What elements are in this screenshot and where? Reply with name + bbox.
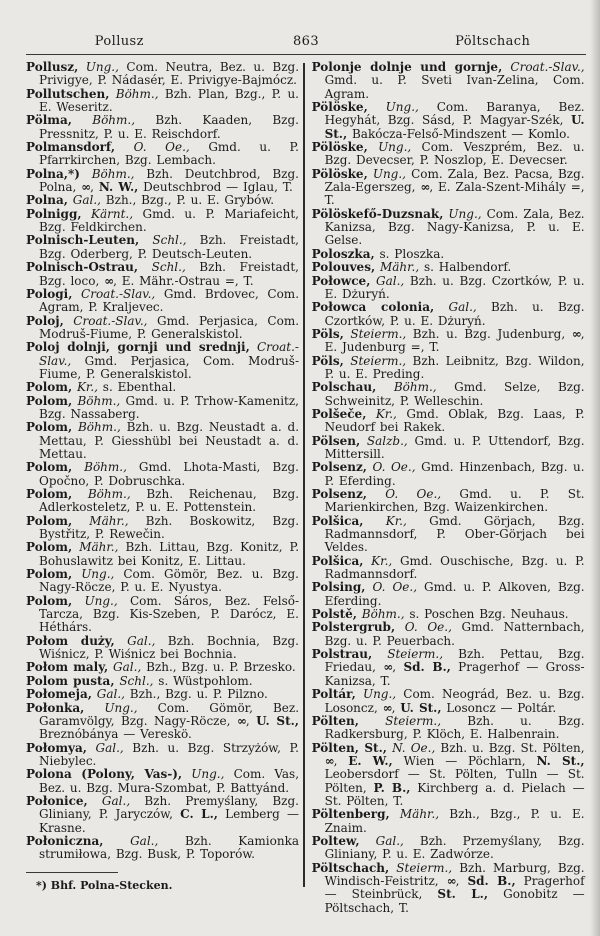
entry-text: Ung., [367,100,419,115]
entry-text: Bzh. Leibnitz, Bzg. Wildon, P. u. E. Preding. [324,353,585,381]
entry-text: Połowce, [311,273,371,288]
entry-text: Polom, [26,513,73,528]
entry-text: Ung., [443,206,482,221]
entry-text: Com. Veszprém, Bez. u. Bzg. Devecser, P. Noszlop, E. Devecser. [324,140,585,168]
gazetteer-entry [26,315,299,342]
entry-text: Ung., [367,140,412,155]
entry-text: Bzh. u. Bzg. Strzyżów, P. Niebylec. [39,740,299,768]
entry-text: Pragerhof — Gross-Kanizsa, T. [324,660,585,688]
entry-text: Poloj, [26,313,64,328]
gazetteer-entry [312,435,585,462]
entry-text: Gal., [103,833,159,848]
entry-text: Bzh. u. Bzg. Judenburg, [406,326,572,341]
gazetteer-entry [312,621,585,648]
entry-text: O. Oe., [366,460,416,475]
entry-text: Com. Vas, Bez. u. Bzg. Mura-Szombat, P. Battyánd. [39,767,300,795]
entry-text: Com. Neutra, Bez. u. Bzg. Privigye, P. Nádasér, E. Privigye-Bajmócz. [39,60,300,88]
entry-text: Polom, [26,420,73,435]
entry-text: Bzh. Kamionka strumiłowa, Bzg. Busk, P. Toporów. [39,833,300,862]
entry-text: Gal., [359,833,404,848]
gazetteer-entry [312,328,585,355]
entry-text: Kr., [363,553,393,568]
post-horn-icon: ∞ [446,873,456,888]
entry-text: Bzh. Littau, Bzg. Konitz, P. Bohuslawitz bei Konitz, E. Littau. [39,540,300,568]
gazetteer-entry [312,275,585,302]
entry-text: Com. Zala, Bez. Kanizsa, Bzg. Nagy-Kanizsa, P. u. E. Gelse. [324,206,585,248]
entry-text: Połomeja, [26,687,92,702]
entry-text: O. Oe., [115,140,190,155]
entry-text: Bzh., Bzg. u. P. Pilzno. [124,687,268,702]
entry-text: U. St., [324,113,585,141]
entry-text: Pölöske, [311,140,368,155]
entry-text: Losoncz — Poltár. [441,700,557,715]
entry-text: Polom, [26,380,73,395]
gazetteer-entry [26,341,299,381]
gazetteer-entry [312,808,585,835]
entry-text: Polnisch-Leuten, [26,233,140,248]
entry-text: Bzh. Plan, Bzg., P. u. E. Weseritz. [39,86,299,115]
post-horn-icon: ∞ [420,180,430,195]
entry-text: Böhm., [71,113,136,128]
entry-text: Gmd. Hinzenbach, Bzg. u. P. Eferding. [324,460,585,488]
entry-text: N. W., [98,180,139,195]
entry-text: , [455,873,468,888]
entry-text: Bzh. Freistadt, Bzg. Oderberg, P. Deutsch-Leuten. [39,233,299,261]
entry-text: Bzh. Freistadt, Bzg. loco, [39,260,299,288]
entry-text: E. W., [348,753,393,768]
entry-text: Bakócza-Felső-Mindszent — Komlo. [347,126,570,141]
gazetteer-entry [312,355,585,382]
entry-text: Pölma, [26,113,72,128]
entry-text: Kr., [363,513,407,528]
entry-text: Bzh. Bochnia, Bzg. Wiśnicz, P. Wiśnicz bei Bochnia. [39,633,300,662]
entry-text: Ung., [78,60,119,74]
gazetteer-entry [312,742,585,809]
entry-text: Com. Neográd, Bez. u. Bzg. Losoncz, [324,687,585,715]
gazetteer-entry [26,488,299,515]
right-column-entries [312,61,585,915]
entry-text: Bzh. Przemyślany, Bzg. Gliniany, P. u. E. Zadwórze. [324,833,585,862]
entry-text: Polom, [26,460,73,475]
gazetteer-entry [26,288,299,315]
entry-text: Polom, [26,393,73,408]
footnote-rule [26,872,118,873]
entry-text: Polšica, [311,513,364,528]
entry-text: Gmd. Selze, Bzg. Schweinitz, P. Welleschin. [324,380,585,408]
entry-text: Pölöske, [311,100,368,115]
gazetteer-entry [312,208,585,248]
entry-text: Połonice, [26,793,88,808]
entry-text: Polom pusta, [26,673,115,688]
entry-text: Gmd. Görjach, Bzg. Radmannsdorf, P. Ober-Görjach bei Veldes. [324,513,585,555]
entry-text: , E. Mähr.-Ostrau =, T. [113,273,254,288]
gazetteer-entry [26,675,299,688]
entry-text: St. L., [437,887,489,902]
gazetteer-entry [26,194,299,207]
entry-text: Ung., [182,767,225,782]
gazetteer-entry [312,461,585,488]
entry-text: Böhm., [72,393,121,408]
entry-text: Pragerhof — Steinbrück, [324,873,585,902]
gazetteer-entry [26,381,299,394]
entry-text: Schl., [138,260,186,275]
entry-text: Steierm., [343,326,407,341]
entry-text: O. Oe., [395,620,452,635]
entry-text: Pölten, St., [311,740,387,755]
entry-text: Pöls, [311,326,344,341]
entry-text: Ung., [72,593,118,608]
entry-text: Böhm., [356,607,405,622]
entry-text: s. Poschen Bzg. Neuhaus. [404,607,569,622]
entry-text: O. Oe., [365,580,418,595]
entry-text: Poltár, [311,687,356,702]
gazetteer-entry [312,648,585,688]
entry-text: Bzh. u. Bzg. Czortków, P. u. E. Dżuryń. [324,300,585,328]
gazetteer-entry [312,581,585,608]
gazetteer-entry [26,395,299,422]
gazetteer-entry [26,768,299,795]
gazetteer-entry [312,261,585,274]
entry-text: Polschau, [311,380,377,395]
entry-text: Polna, [26,193,68,208]
entry-text: Kärnt., [81,206,134,221]
entry-text: Steierm., [358,713,442,728]
entry-text: Schl., [139,233,187,248]
entry-text: Ung., [367,166,406,181]
gazetteer-entry [26,795,299,835]
entry-text: Pölöske, [311,166,368,181]
entry-text: Gal., [86,740,124,755]
gazetteer-entry [26,168,299,195]
gazetteer-entry [312,688,585,715]
entry-text: s. Wüstpohlom. [153,673,253,688]
gazetteer-entry [26,515,299,542]
gazetteer-entry [26,568,299,595]
gazetteer-entry [26,541,299,568]
entry-text: Bzh. Premyślany, Bzg. Gliniany, P. Jaryczów, [39,793,299,822]
entry-text: Gmd. u. P. St. Marienkirchen, Bzg. Waizenkirchen. [324,487,585,515]
entry-text: Breznóbánya — Vereskö. [39,727,192,742]
entry-text: Poloszka, [311,246,375,261]
entry-text: Polnisch-Ostrau, [26,260,139,275]
entry-text: , E. Judenburg =, T. [324,326,585,355]
post-horn-icon: ∞ [236,713,246,728]
gazetteer-entry [26,421,299,461]
entry-text: Com. Sáros, Bez. Felső-Tarcza, Bzg. Kis-Szeben, P. Darócz, E. Héthárs. [39,593,300,635]
entry-text: Ung., [72,567,115,582]
entry-text: s. Halbendorf. [419,260,512,275]
entry-text: Pologi, [26,286,73,301]
entry-text: Pölöskefő-Duzsnak, [311,206,444,221]
entry-text: Polona (Polony, Vas-), [26,767,183,782]
entry-text: Gmd. u. P. Trhow-Kamenitz, Bzg. Nassaberg. [39,393,299,421]
left-column [26,61,299,909]
gazetteer-entry [312,835,585,862]
entry-text: Leobersdorf — St. Pölten, Tulln — St. Pölten, [324,767,585,795]
entry-text: Bzh. u. Bzg. Radkersburg, P. Klöch, E. Halbenrain. [324,713,585,742]
entry-text: Böhm., [72,420,121,435]
entry-text: Gmd. Brdovec, Com. Agram, P. Kraljevec. [39,286,300,315]
gazetteer-entry [312,301,585,328]
entry-text: Steierm., [389,860,453,875]
entry-text: , [333,753,349,768]
entry-text: Böhm., [109,86,159,101]
entry-text: Gal., [370,273,405,288]
entry-text: Polšica, [311,553,364,568]
entry-text: Połowca colonia, [311,300,435,315]
gazetteer-entry [26,114,299,141]
entry-text: Croat.-Slav., [63,313,148,328]
entry-text: Böhm., [79,166,135,181]
entry-text: Gmd. Oblak, Bzg. Laas, P. Neudorf bei Rakek. [324,406,585,435]
entry-text: Bzh. Pettau, Bzg. Friedau, [324,647,585,675]
entry-text: Bzh., Bzg., P. u. E. Grybów. [100,193,275,208]
entry-text: Pölsen, [311,433,361,448]
entry-text: Bzh. Deutchbrod, Bzg. Polna, [39,166,299,195]
entry-text: Polstrau, [311,647,373,662]
gazetteer-entry [312,408,585,435]
entry-text: Polom, [26,567,73,582]
running-head [26,34,586,55]
entry-text: Polsing, [311,580,366,595]
column-divider-rule [303,63,305,887]
entry-text: Gmd. u. P. Sveti Ivan-Zelina, Com. Agram. [324,73,585,101]
header-keyword-right: Pöltschach [455,34,531,49]
entry-text: Gmd. Natternbach, Bzg. u. P. Peuerbach. [324,620,585,648]
entry-text: Gonobitz — Pöltschach, T. [324,887,585,915]
entry-text: , [90,180,99,195]
entry-text: Bzh. u. Bzg. Neustadt a. d. Mettau, P. Giesshübl bei Neustadt a. d. Mettau. [39,420,300,461]
gazetteer-entry [26,835,299,862]
entry-text: Polna,*) [26,166,80,181]
entry-text: Gal., [67,193,101,208]
gazetteer-entry [26,461,299,488]
entry-text: Böhm., [72,487,131,501]
header-keyword-left: Pollusz [94,34,144,49]
entry-text: Böhm., [72,460,127,475]
entry-text: , [391,700,401,715]
entry-text: O. Oe., [366,487,442,501]
entry-text: Polouves, [311,260,376,275]
gazetteer-entry [26,208,299,235]
entry-text: Gmd. Perjasica, Com. Modruš-Fiume, P. Generalskistol. [39,353,299,381]
entry-text: N. St., [536,753,585,768]
entry-text: Ung., [84,700,138,715]
entry-text: Bzh. Marburg, Bzg. Windisch-Feistritz, [324,860,585,888]
entry-text: Mähr., [72,540,119,555]
entry-text: Polsenz, [311,487,367,501]
entry-text: Gmd. Lhota-Masti, Bzg. Opočno, P. Dobruschka. [39,460,299,488]
entry-text: Polšeče, [311,406,367,421]
gazetteer-entry [312,101,585,141]
entry-text: Bzh. Reichenau, Bzg. Adlerkosteletz, P. u. E. Pottenstein. [39,487,300,515]
gazetteer-entry [312,515,585,555]
footnote-block [26,872,299,892]
post-horn-icon: ∞ [104,273,114,288]
entry-text: Bzh., Bzg. u. P. Brzesko. [141,660,296,675]
entry-text: Steierm., [343,353,407,368]
entry-text: Kr., [72,380,98,395]
entry-text: Połomya, [26,740,87,755]
entry-text: Polom, [26,593,73,608]
gazetteer-entry [26,88,299,115]
entry-text: Polnigg, [26,206,82,221]
entry-text: Polmansdorf, [26,140,116,155]
entry-text: Poloj dolnji, gornji und srednji, [26,340,250,355]
entry-text: P. B., [373,780,411,795]
gazetteer-entry [26,661,299,674]
entry-text: Salzb., [360,433,408,448]
entry-text: Kirchberg a. d. Pielach — St. Pölten, T. [324,780,585,808]
entry-text: Bzh. u. Bzg. St. Pölten, [435,740,585,755]
entry-text: Polstě, [311,607,357,622]
gazetteer-entry [26,234,299,261]
entry-text: Com. Gömör, Bez. Garamvölgy, Bzg. Nagy-Röcze, [39,700,300,728]
gazetteer-entry [26,61,299,88]
gazetteer-entry [26,688,299,701]
entry-text: Mähr., [389,807,440,822]
entry-text: Com. Baranya, Bez. Hegyhát, Bzg. Sásd, P. Magyar-Szék, [324,100,585,128]
footnote-text: *) Bhf. Polna-Stecken. [36,878,173,892]
entry-text: Pollusz, [26,60,79,74]
entry-text: U. St., [256,713,299,728]
entry-text: s. Ploszka. [374,246,445,261]
entry-text: Mähr., [375,260,420,275]
entry-text: Poltew, [311,833,360,848]
entry-text: Połom maly, [26,660,109,675]
entry-text: Gmd. Perjasica, Com. Modruš-Fiume, P. Generalskistol. [39,313,300,341]
gazetteer-entry [26,742,299,769]
left-column-entries [26,61,299,862]
post-horn-icon: ∞ [382,700,392,715]
gazetteer-entry [312,862,585,915]
entry-text: Com. Gömör, Bez. u. Bzg. Nagy-Röcze, P. u. E. Nyustya. [39,567,299,595]
gazetteer-entry [312,168,585,208]
entry-text: Gal., [434,300,477,315]
gazetteer-entry [312,488,585,515]
gazetteer-entry [312,381,585,408]
gazetteer-entry [26,702,299,742]
entry-text: N. Oe., [386,740,436,755]
entry-text: Gal., [114,633,156,648]
entry-text: Mähr., [72,513,129,528]
entry-text: Wien — Pöchlarn, [392,753,537,768]
gazetteer-entry [312,248,585,261]
entry-text: Sd. B., [467,873,516,888]
page-number: 863 [293,34,320,49]
entry-text: Sd. B., [403,660,451,675]
entry-text: Połom duży, [26,633,115,648]
entry-text: Deutschbrod — Iglau, T. [138,180,293,195]
gazetteer-entry [312,141,585,168]
gazetteer-entry [312,715,585,742]
gazetteer-entry [26,635,299,662]
entry-text: Ung., [355,687,397,702]
entry-text: Croat.-Slav., [72,286,156,301]
gazetteer-entry [312,555,585,582]
entry-text: Lemberg — Krasne. [39,807,299,835]
entry-text: Połoniczna, [26,833,104,848]
gazetteer-entry [26,261,299,288]
entry-text: , E. Zala-Szent-Mihály =, T. [324,180,585,208]
entry-text: , [245,713,257,728]
entry-text: Gal., [91,687,125,702]
entry-text: Polstergrub, [311,620,396,635]
entry-text: Polom, [26,487,73,501]
entry-text: , [392,660,404,675]
post-horn-icon: ∞ [324,753,334,768]
entry-text: Polonje dolnje und gornje, [311,60,503,74]
entry-text: Bzh. Kaaden, Bzg. Pressnitz, P. u. E. Reischdorf. [39,113,299,141]
post-horn-icon: ∞ [383,660,393,675]
post-horn-icon: ∞ [81,180,91,195]
entry-text: Polom, [26,540,73,555]
entry-text: Bzh. u. Bzg. Czortków, P. u. E. Dżuryń. [324,273,585,301]
entry-text: Połonka, [26,700,85,715]
entry-text: Kr., [366,406,397,421]
entry-text: s. Ebenthal. [97,380,177,395]
entry-text: Bzh., Bzg., P. u. E. Znaim. [324,807,585,835]
entry-text: Croat.-Slav., [502,60,585,74]
entry-text: Steierm., [372,647,444,662]
entry-text: Com. Zala, Bez. Pacsa, Bzg. Zala-Egerszeg, [324,166,585,195]
entry-text: U. St., [400,700,442,715]
entry-text: Böhm., [376,380,437,395]
post-horn-icon: ∞ [571,326,581,341]
entry-text: Gal., [87,793,131,808]
entry-text: Pöltschach, [311,860,390,875]
gazetteer-entry [312,608,585,621]
entry-text: Gmd. u. P. Alkoven, Bzg. Eferding. [324,580,585,608]
entry-text: Gmd. u. P. Pfarrkirchen, Bzg. Lembach. [39,140,299,168]
entry-text: Pöls, [311,353,344,368]
gazetteer-entry [26,595,299,635]
right-column [310,60,585,915]
entry-text: Pöltenberg, [311,807,390,822]
entry-text: Schl., [114,673,154,688]
entry-text: Pölten, [311,713,359,728]
text-columns [26,60,586,915]
entry-text: Gmd. u. P. Uttendorf, Bzg. Mittersill. [324,433,585,461]
entry-text: Gal., [108,660,142,675]
entry-text: Gmd. Ouschische, Bzg. u. P. Radmannsdorf. [324,553,585,582]
entry-text: Gmd. u. P. Mariafeicht, Bzg. Feldkirchen. [39,206,299,235]
gazetteer-entry [312,61,585,101]
entry-text: Pollutschen, [26,86,110,101]
entry-text: C. L., [180,807,218,822]
entry-text: Bzh. Boskowitz, Bzg. Bystřitz, P. Rewečin. [39,513,300,542]
entry-text: Croat.-Slav., [39,340,299,368]
entry-text: Polsenz, [311,460,367,475]
gazetteer-entry [26,141,299,168]
